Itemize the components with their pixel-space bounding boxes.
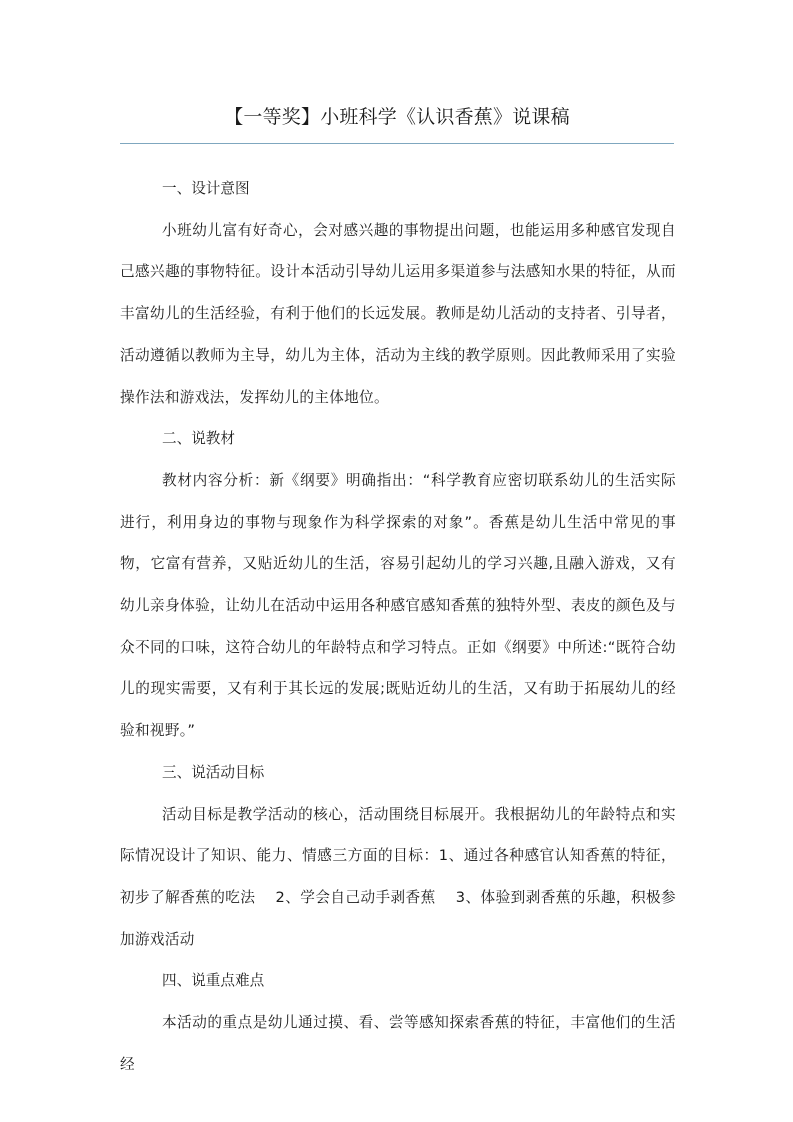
section-heading-key-difficulties: 四、说重点难点 [162,972,265,990]
document-title: 【一等奖】小班科学《认识香蕉》说课稿 [224,106,570,128]
section-paragraph-design-intent: 小班幼儿富有好奇心，会对感兴趣的事物提出问题，也能运用多种感官发现自己感兴趣的事物特征。设计本活动引导幼儿运用多渠道参与法感知水果的特征，从而丰富幼儿的生活经验，有利于他们的长远发展。教师是幼儿活动的支持者、引导者，活动遵循以教师为主导，幼儿为主体，活动为主线的教学原则。因此教师采用了实验操作法和游戏法，发挥幼儿的主体地位。 [120,221,676,406]
section-paragraph-key-difficulties: 本活动的重点是幼儿通过摸、看、尝等感知探索香蕉的特征，丰富他们的生活经 [120,1014,676,1073]
document-body [120,168,676,1085]
section-heading-teaching-material: 二、说教材 [162,430,235,448]
title-divider [120,143,674,144]
section-heading-design-intent: 一、设计意图 [162,180,250,197]
section-heading-activity-goals: 三、说活动目标 [162,763,265,781]
section-paragraph-teaching-material: 教材内容分析：新《纲要》明确指出：“科学教育应密切联系幼儿的生活实际进行，利用身边的事物与现象作为科学探索的对象”。香蕉是幼儿生活中常见的事物，它富有营养，又贴近幼儿的生活，容易引起幼儿的学习兴趣,且融入游戏，又有幼儿亲身体验，让幼儿在活动中运用各种感官感知香蕉的独特外型、表皮的颜色及与众不同的口味，这符合幼儿的年龄特点和学习特点。正如《纲要》中所述:“既符合幼儿的现实需要，又有利于其长远的发展;既贴近幼儿的生活，又有助于拓展幼儿的经验和视野。” [120,471,676,740]
section-paragraph-activity-goals: 活动目标是教学活动的核心，活动围绕目标展开。我根据幼儿的年龄特点和实际情况设计了知识、能力、情感三方面的目标：1、通过各种感官认知香蕉的特征，初步了解香蕉的吃法 2、学会自己动手剥香蕉 3、体验到剥香蕉的乐趣，积极参加游戏活动 [120,805,676,948]
